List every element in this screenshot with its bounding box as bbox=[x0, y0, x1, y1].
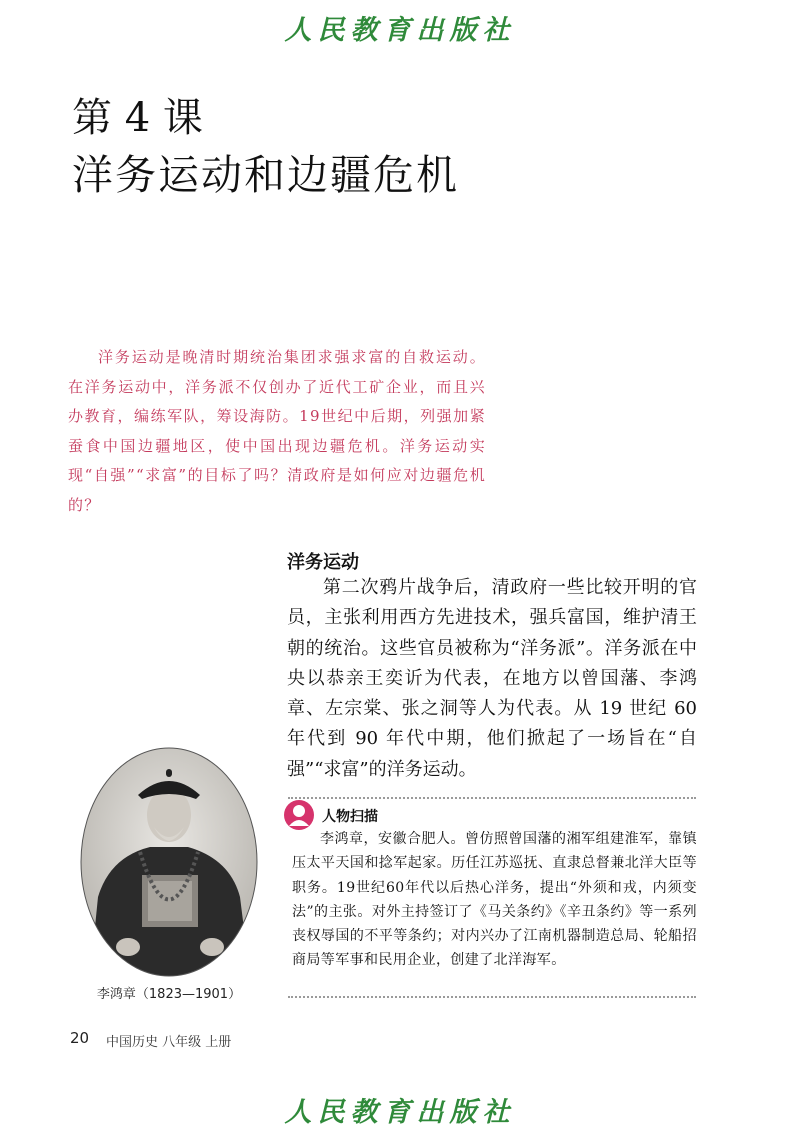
portrait-caption: 李鸿章（1823—1901） bbox=[96, 987, 242, 1002]
page-number: 20 bbox=[70, 1029, 90, 1047]
portrait-photo bbox=[80, 747, 258, 977]
book-title: 中国历史 八年级 上册 bbox=[106, 1035, 232, 1050]
portrait-image bbox=[80, 747, 258, 977]
profile-box-title: 人物扫描 bbox=[322, 809, 378, 825]
profile-box-top-border bbox=[288, 797, 696, 799]
profile-box-bottom-border bbox=[288, 996, 696, 998]
lesson-number: 第 4 课 bbox=[72, 95, 203, 141]
lesson-intro: 洋务运动是晚清时期统治集团求强求富的自救运动。在洋务运动中，洋务派不仅创办了近代工矿企业，而且兴办教育，编练军队，筹设海防。19世纪中后期，列强加紧蚕食中国边疆地区，使中国出现边疆危机。洋务运动实现“自强”“求富”的目标了吗？清政府是如何应对边疆危机的？ bbox=[68, 348, 486, 514]
lesson-title: 洋务运动和边疆危机 bbox=[72, 151, 459, 199]
section-heading: 洋务运动 bbox=[287, 552, 359, 573]
publisher-logo-bottom: 人民教育出版社 bbox=[284, 1097, 516, 1128]
section-body: 第二次鸦片战争后，清政府一些比较开明的官员，主张利用西方先进技术，强兵富国，维护清王朝的统治。这些官员被称为“洋务派”。洋务派在中央以恭亲王奕䜣为代表，在地方以曾国藩、李鸿章、左宗棠、张之洞等人为代表。从 19 世纪 60 年代到 90 年代中期，他们掀起了一场旨在“自强”“求富”的洋务运动。 bbox=[287, 577, 697, 780]
profile-box-text: 李鸿章，安徽合肥人。曾仿照曾国藩的湘军组建淮军，靠镇压太平天国和捻军起家。历任江苏巡抚、直隶总督兼北洋大臣等职务。19世纪60年代以后热心洋务，提出“外须和戎，内须变法”的主张。对外主持签订了《马关条约》《辛丑条约》等一系列丧权辱国的不平等条约；对内兴办了江南机器制造总局、轮船招商局等军事和民用企业，创建了北洋海军。 bbox=[292, 831, 697, 969]
publisher-logo-top: 人民教育出版社 bbox=[284, 15, 516, 46]
